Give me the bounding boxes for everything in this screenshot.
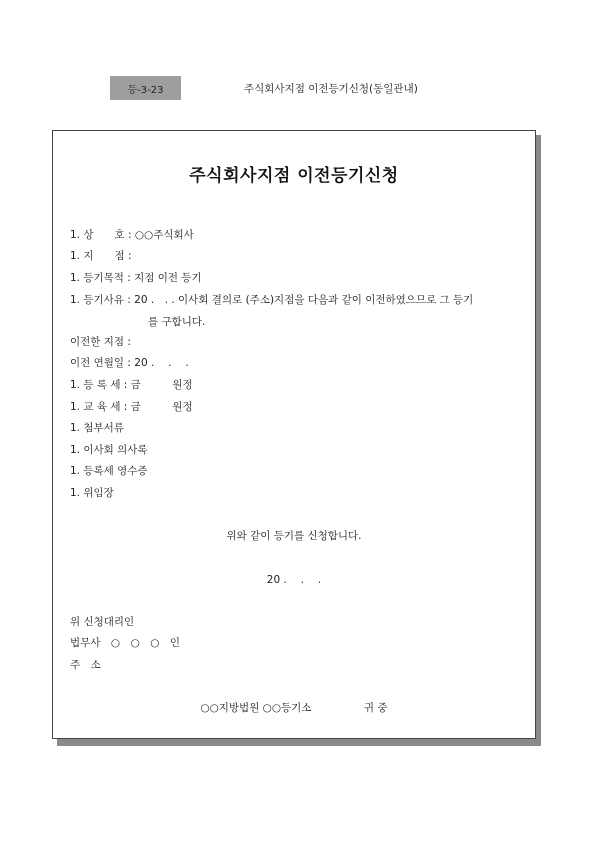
company-field <box>70 227 194 242</box>
attachment-minutes: 1. 이사회 의사록 <box>70 444 148 456</box>
education-tax-field: 1. 교 육 세 : 금 원정 <box>70 401 193 413</box>
document-title: 주식회사지점 이전등기신청 <box>189 166 399 186</box>
move-date-field: 이전 연월일 : 20 . . . <box>70 357 189 369</box>
reason-value: 20 . . . 이사회 결의로 (주소)지점을 다음과 같이 이전하였으므로 그 등기 <box>134 294 474 306</box>
agent-heading: 위 신청대리인 <box>70 616 135 628</box>
purpose-field <box>70 270 202 285</box>
scrivener-signature: 법무사 ○ ○ ○ 인 <box>70 637 181 649</box>
company-label: 1. 상 호 : <box>70 229 132 241</box>
application-statement: 위와 같이 등기를 신청합니다. <box>226 530 362 542</box>
application-form <box>52 130 536 739</box>
reason-continuation: 를 구합니다. <box>148 316 206 328</box>
purpose-label: 1. 등기목적 : <box>70 272 131 284</box>
company-value: ○○주식회사 <box>134 229 194 241</box>
agent-address: 주 소 <box>70 659 101 671</box>
form-code-badge: 등-3-23 <box>110 76 181 100</box>
reason-label: 1. 등기사유 : <box>70 294 131 306</box>
header-title: 주식회사지점 이전등기신청(동일관내) <box>244 83 418 95</box>
purpose-value: 지점 이전 등기 <box>134 272 202 284</box>
attachment-power-of-attorney: 1. 위임장 <box>70 487 114 499</box>
attachment-tax-receipt: 1. 등록세 영수증 <box>70 465 148 477</box>
registration-tax-field: 1. 등 록 세 : 금 원정 <box>70 379 193 391</box>
attachments-heading: 1. 첨부서류 <box>70 422 124 434</box>
reason-field <box>70 292 473 307</box>
moved-branch-field: 이전한 지점 : <box>70 336 131 348</box>
recipient-line: ○○지방법원 ○○등기소 귀 중 <box>200 702 388 714</box>
application-date: 20 . . . <box>266 574 322 586</box>
branch-field: 1. 지 점 : <box>70 250 132 262</box>
